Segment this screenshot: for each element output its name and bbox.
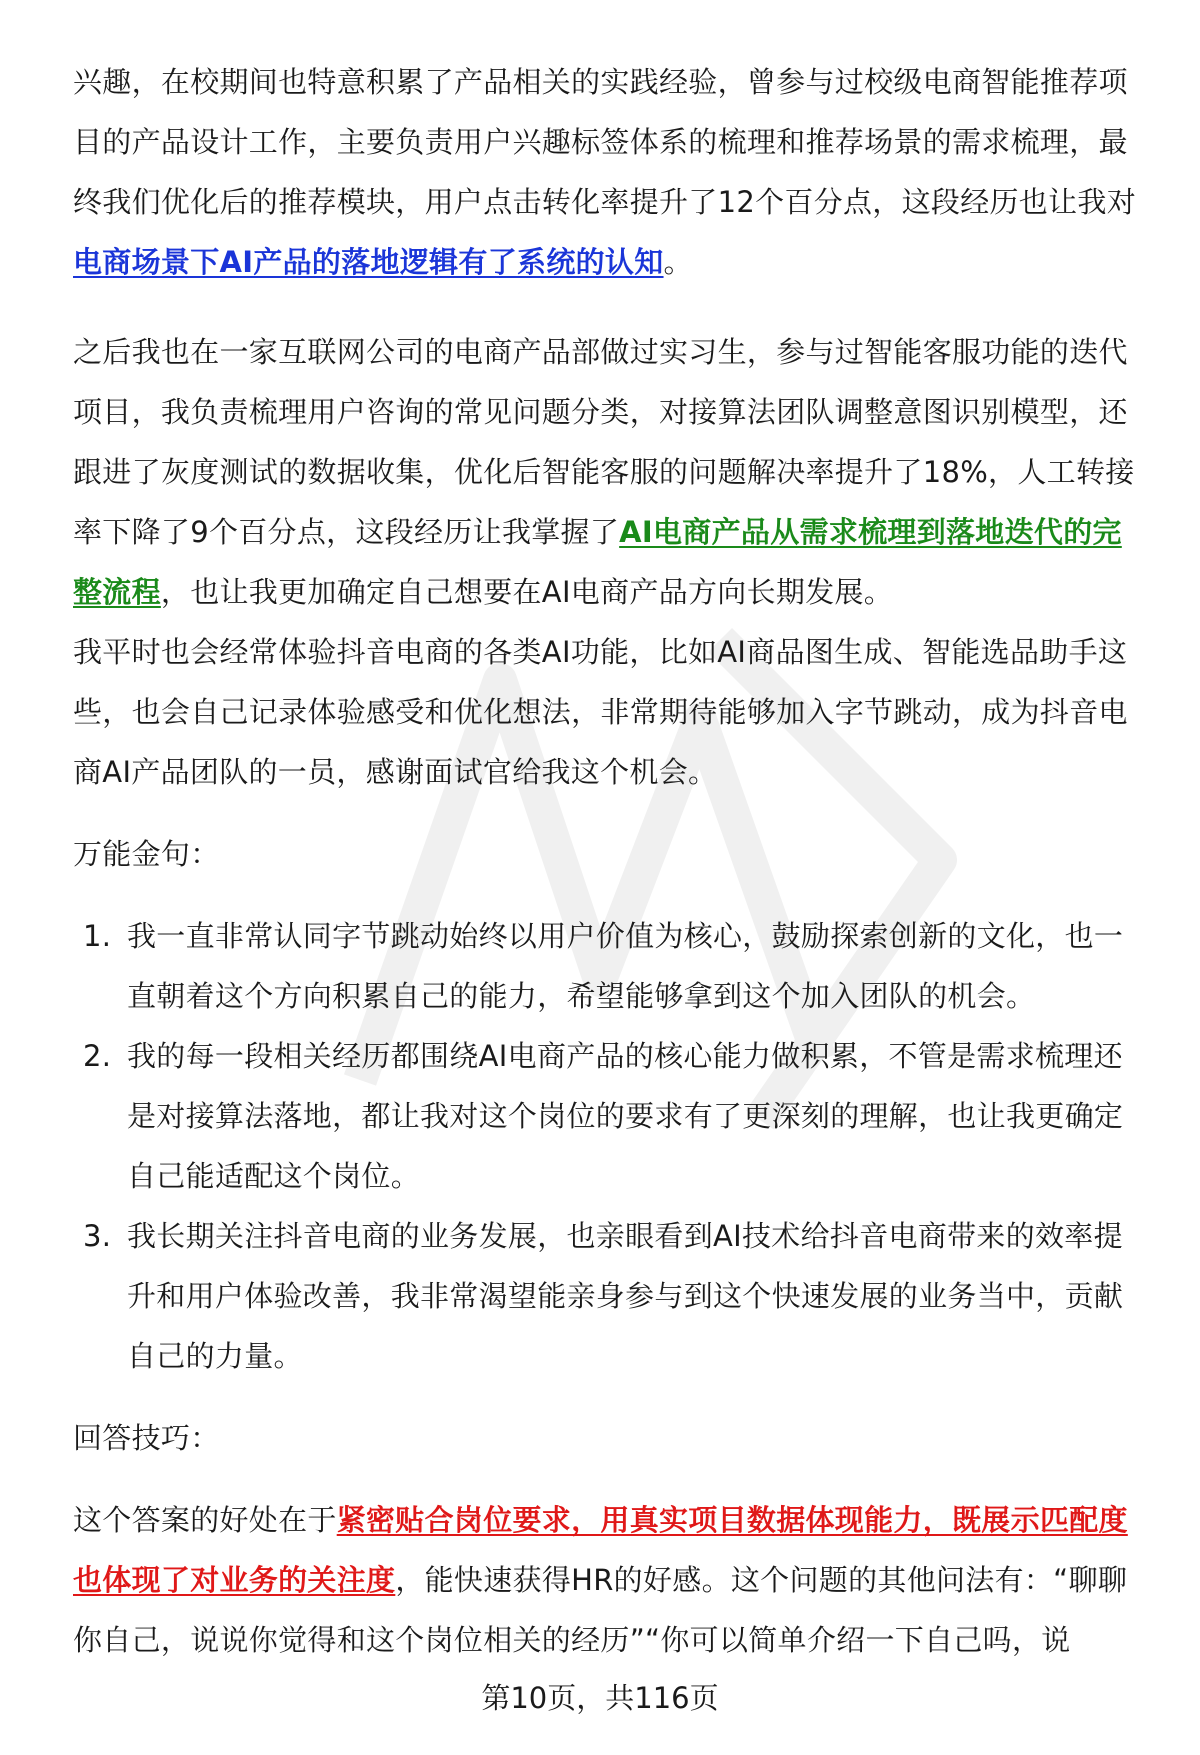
highlight-blue: 电商场景下AI产品的落地逻辑有了系统的认知 — [73, 245, 664, 279]
golden-sentences-list — [73, 906, 1145, 1386]
list-item: 1. 我一直非常认同字节跳动始终以用户价值为核心，鼓励探索创新的文化，也一直朝着这个方向积累自己的能力，希望能够拿到这个加入团队的机会。 — [83, 919, 1124, 1013]
document-body — [73, 52, 1145, 1670]
list-item: 2. 我的每一段相关经历都围绕AI电商产品的核心能力做积累，不管是需求梳理还是对接算法落地，都让我对这个岗位的要求有了更深刻的理解，也让我更确定自己能适配这个岗位。 — [83, 1039, 1124, 1193]
list-item: 3. 我长期关注抖音电商的业务发展，也亲眼看到AI技术给抖音电商带来的效率提升和用户体验改善，我非常渴望能亲身参与到这个快速发展的业务当中，贡献自己的力量。 — [83, 1219, 1124, 1373]
highlight-red: 紧密贴合岗位要求，用真实项目数据体现能力，既展示匹配度也体现了对业务的关注度 — [73, 1503, 1128, 1597]
answer-tips-heading: 回答技巧： — [73, 1421, 220, 1455]
page-number: 第10页，共116页 — [481, 1681, 719, 1715]
paragraph-project-experience: 兴趣，在校期间也特意积累了产品相关的实践经验，曾参与过校级电商智能推荐项目的产品设计工作，主要负责用户兴趣标签体系的梳理和推荐场景的需求梳理，最终我们优化后的推荐模块，用户点击转化率提升了12个百分点，这段经历也让我对电商场景下AI产品的落地逻辑有了系统的认知。 — [73, 65, 1137, 279]
paragraph-answer-tips: 这个答案的好处在于紧密贴合岗位要求，用真实项目数据体现能力，既展示匹配度也体现了对业务的关注度，能快速获得HR的好感。这个问题的其他问法有：“聊聊你自己，说说你觉得和这个岗位相关的经历”“你可以简单介绍一下自己吗，说 — [73, 1503, 1128, 1657]
highlight-green: AI电商产品从需求梳理到落地迭代的完整流程 — [73, 515, 1122, 609]
golden-sentences-heading: 万能金句： — [73, 837, 220, 871]
paragraph-internship: 之后我也在一家互联网公司的电商产品部做过实习生，参与过智能客服功能的迭代项目，我负责梳理用户咨询的常见问题分类，对接算法团队调整意图识别模型，还跟进了灰度测试的数据收集，优化后智能客服的问题解决率提升了18%，人工转接率下降了9个百分点，这段经历让我掌握了AI电商产品从需求梳理到落地迭代的完整流程，也让我更加确定自己想要在AI电商产品方向长期发展。 — [73, 335, 1135, 609]
paragraph-closing: 我平时也会经常体验抖音电商的各类AI功能，比如AI商品图生成、智能选品助手这些，也会自己记录体验感受和优化想法，非常期待能够加入字节跳动，成为抖音电商AI产品团队的一员，感谢面试官给我这个机会。 — [73, 635, 1128, 789]
